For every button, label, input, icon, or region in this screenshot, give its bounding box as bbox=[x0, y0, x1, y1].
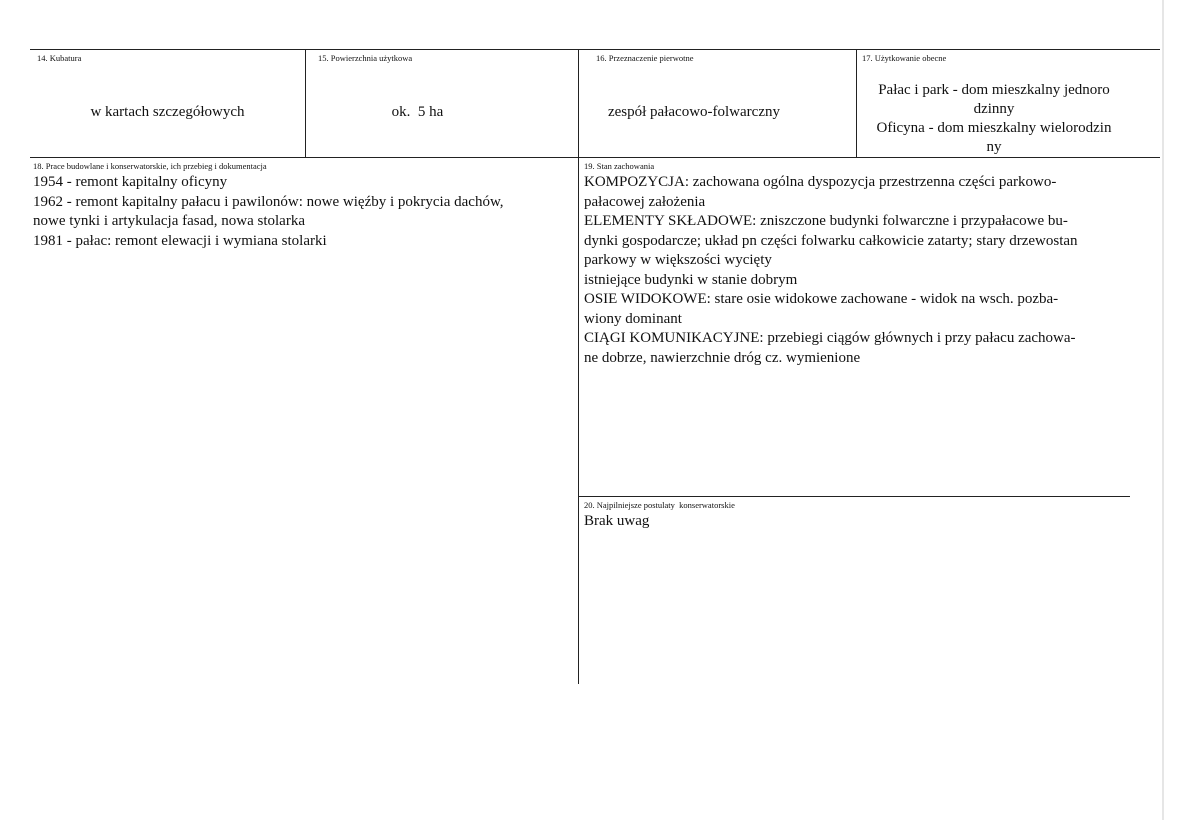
text-line: pałacowej założenia bbox=[584, 193, 706, 210]
value-line: dzinny bbox=[973, 101, 1015, 117]
row-divider bbox=[30, 157, 1160, 158]
value-line: Pałac i park - dom mieszkalny jednoro bbox=[878, 82, 1110, 98]
field-text bbox=[584, 173, 1078, 368]
col-divider-16 bbox=[578, 49, 579, 684]
field-value: Brak uwag bbox=[584, 513, 650, 529]
field-label: 19. Stan zachowania bbox=[584, 161, 655, 171]
field-label: 17. Użytkowanie obecne bbox=[862, 53, 947, 63]
text-line: OSIE WIDOKOWE: stare osie widokowe zachowane - widok na wsch. pozba- bbox=[584, 291, 1059, 307]
text-line: ELEMENTY SKŁADOWE: zniszczone budynki folwarczne i przypałacowe bu- bbox=[584, 213, 1068, 229]
field-value: w kartach szczegółowych bbox=[90, 104, 245, 120]
field-value: zespół pałacowo-folwarczny bbox=[607, 104, 780, 120]
text-line: KOMPOZYCJA: zachowana ogólna dyspozycja przestrzenna części parkowo- bbox=[584, 174, 1057, 190]
field-label: 15. Powierzchnia użytkowa bbox=[318, 53, 413, 63]
text-line: wiony dominant bbox=[584, 310, 682, 327]
text-line: 1962 - remont kapitalny pałacu i pawilonów: nowe więźby i pokrycia dachów, bbox=[33, 193, 504, 210]
field-label: 16. Przeznaczenie pierwotne bbox=[596, 53, 694, 63]
text-line: 1954 - remont kapitalny oficyny bbox=[33, 174, 228, 190]
value-line: Oficyna - dom mieszkalny wielorodzin bbox=[876, 120, 1112, 136]
field-value-multiline bbox=[856, 81, 1132, 157]
text-line: dynki gospodarcze; układ pn części folwarku całkowicie zatarty; stary drzewostan bbox=[584, 232, 1078, 249]
field-label: 20. Najpilniejsze postulaty konserwatorskie bbox=[584, 500, 735, 510]
text-line: 1981 - pałac: remont elewacji i wymiana stolarki bbox=[33, 232, 327, 249]
section-20-divider bbox=[578, 496, 1130, 497]
value-line: ny bbox=[986, 139, 1002, 155]
text-line: ne dobrze, nawierzchnie dróg cz. wymienione bbox=[584, 349, 861, 366]
text-line: nowe tynki i artykulacja fasad, nowa stolarka bbox=[33, 213, 305, 229]
text-line: CIĄGI KOMUNIKACYJNE: przebiegi ciągów głównych i przy pałacu zachowa- bbox=[584, 330, 1076, 346]
page-edge bbox=[1162, 0, 1164, 820]
field-label: 14. Kubatura bbox=[37, 53, 82, 63]
field-label: 18. Prace budowlane i konserwatorskie, ich przebieg i dokumentacja bbox=[33, 161, 267, 171]
field-text bbox=[33, 173, 504, 251]
text-line: parkowy w większości wycięty bbox=[584, 252, 772, 268]
top-rule bbox=[30, 49, 1160, 50]
field-value: ok. 5 ha bbox=[391, 104, 444, 120]
text-line: istniejące budynki w stanie dobrym bbox=[584, 271, 798, 288]
